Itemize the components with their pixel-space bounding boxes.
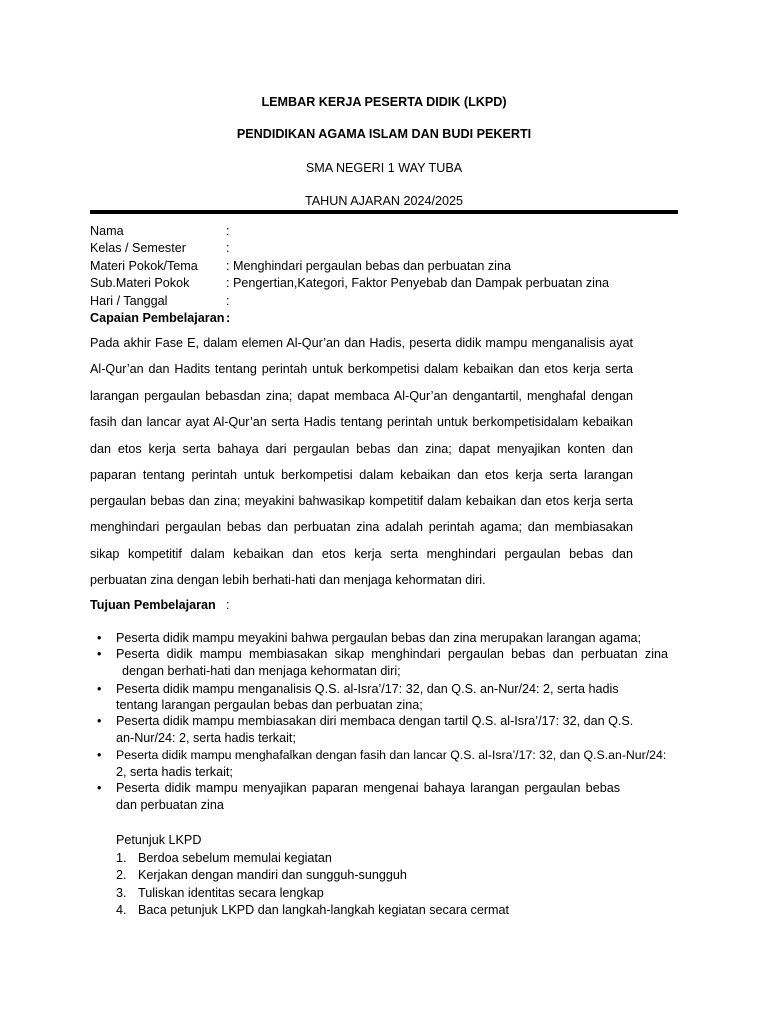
bullet-icon: • xyxy=(97,631,102,645)
capaian-line: fasih dan lancar ayat Al-Qur’an serta Hadis tentang perintah untuk berkompetisidalam kebaikan xyxy=(90,415,633,429)
capaian-line: sikap kompetitif dalam kebaikan dan etos kerja serta menghindari pergaulan bebas dan xyxy=(90,547,633,561)
tujuan-line: Peserta didik mampu menghafalkan dengan fasih dan lancar Q.S. al-Isra’/17: 32, dan Q.S.an-Nur/24: xyxy=(116,748,667,762)
academic-year: TAHUN AJARAN 2024/2025 xyxy=(305,194,463,208)
petunjuk-item: Tuliskan identitas secara lengkap xyxy=(138,886,324,900)
list-number: 2. xyxy=(116,868,127,882)
capaian-line: perbuatan zina dengan lebih berhati-hati dan menjaga kehormatan diri. xyxy=(90,573,486,587)
capaian-line: paparan tentang perintah untuk berkompetisi dalam kebaikan dan etos kerja serta larangan xyxy=(90,468,633,482)
tujuan-line: Peserta didik mampu menyajikan paparan mengenai bahaya larangan pergaulan bebas xyxy=(116,781,620,795)
bullet-icon: • xyxy=(97,714,102,728)
identity-label: Materi Pokok/Tema xyxy=(90,259,198,273)
capaian-line: Pada akhir Fase E, dalam elemen Al-Qur’an dan Hadis, peserta didik mampu menganalisis ayat xyxy=(90,336,633,350)
bullet-icon: • xyxy=(97,781,102,795)
identity-value: : xyxy=(226,294,230,308)
capaian-line: menghindari pergaulan bebas dan perbuatan zina adalah perintah agama; dan membiasakan xyxy=(90,520,633,534)
identity-label: Sub.Materi Pokok xyxy=(90,276,190,290)
bullet-icon: • xyxy=(97,647,102,661)
identity-value: : xyxy=(226,224,230,238)
identity-label: Hari / Tanggal xyxy=(90,294,168,308)
identity-value: : xyxy=(226,241,230,255)
identity-label: Nama xyxy=(90,224,124,238)
subject-title: PENDIDIKAN AGAMA ISLAM DAN BUDI PEKERTI xyxy=(236,127,532,141)
petunjuk-item: Kerjakan dengan mandiri dan sungguh-sungguh xyxy=(138,868,407,882)
capaian-line: larangan pergaulan bebasdan zina; dapat membaca Al-Qur’an dengantartil, menghafal dengan xyxy=(90,389,633,403)
identity-value: : Menghindari pergaulan bebas dan perbuatan zina xyxy=(226,259,511,273)
document-title: LEMBAR KERJA PESERTA DIDIK (LKPD) xyxy=(261,95,507,109)
bullet-icon: • xyxy=(97,682,102,696)
capaian-line: dan etos kerja serta bahaya dari pergaulan bebas dan zina; dapat menyajikan konten dan xyxy=(90,442,633,456)
tujuan-line: dengan berhati-hati dan menjaga kehormatan diri; xyxy=(122,664,401,678)
tujuan-line: Peserta didik mampu membiasakan sikap menghindari pergaulan bebas dan perbuatan zina xyxy=(116,647,668,661)
tujuan-colon: : xyxy=(226,598,230,612)
tujuan-line: Peserta didik mampu menganalisis Q.S. al-Isra’/17: 32, dan Q.S. an-Nur/24: 2, serta hadis xyxy=(116,682,619,696)
school-name: SMA NEGERI 1 WAY TUBA xyxy=(305,161,463,175)
identity-value: : xyxy=(226,311,231,325)
identity-value: : Pengertian,Kategori, Faktor Penyebab dan Dampak perbuatan zina xyxy=(226,276,609,290)
list-number: 4. xyxy=(116,903,127,917)
tujuan-heading: Tujuan Pembelajaran xyxy=(90,598,216,612)
identity-label: Kelas / Semester xyxy=(90,241,186,255)
list-number: 1. xyxy=(116,851,127,865)
petunjuk-item: Berdoa sebelum memulai kegiatan xyxy=(138,851,332,865)
capaian-line: pergaulan bebas dan zina; meyakini bahwasikap kompetitif dalam kebaikan dan etos kerja serta xyxy=(90,494,633,508)
tujuan-line: 2, serta hadis terkait; xyxy=(116,765,233,779)
capaian-heading: Capaian Pembelajaran xyxy=(90,311,225,325)
petunjuk-item: Baca petunjuk LKPD dan langkah-langkah kegiatan secara cermat xyxy=(138,903,510,917)
petunjuk-heading: Petunjuk LKPD xyxy=(116,833,202,847)
tujuan-line: Peserta didik mampu meyakini bahwa pergaulan bebas dan zina merupakan larangan agama; xyxy=(116,631,642,645)
tujuan-line: tentang larangan pergaulan bebas dan perbuatan zina; xyxy=(116,698,423,712)
tujuan-line: an-Nur/24: 2, serta hadis terkait; xyxy=(116,731,296,745)
list-number: 3. xyxy=(116,886,127,900)
capaian-line: Al-Qur’an dan Hadits tentang perintah untuk berkompetisi dalam kebaikan dan etos kerja serta xyxy=(90,362,633,376)
tujuan-line: Peserta didik mampu membiasakan diri membaca dengan tartil Q.S. al-Isra’/17: 32, dan Q.S. xyxy=(116,714,634,728)
header-divider xyxy=(90,210,678,214)
tujuan-line: dan perbuatan zina xyxy=(116,798,224,812)
bullet-icon: • xyxy=(97,748,102,762)
